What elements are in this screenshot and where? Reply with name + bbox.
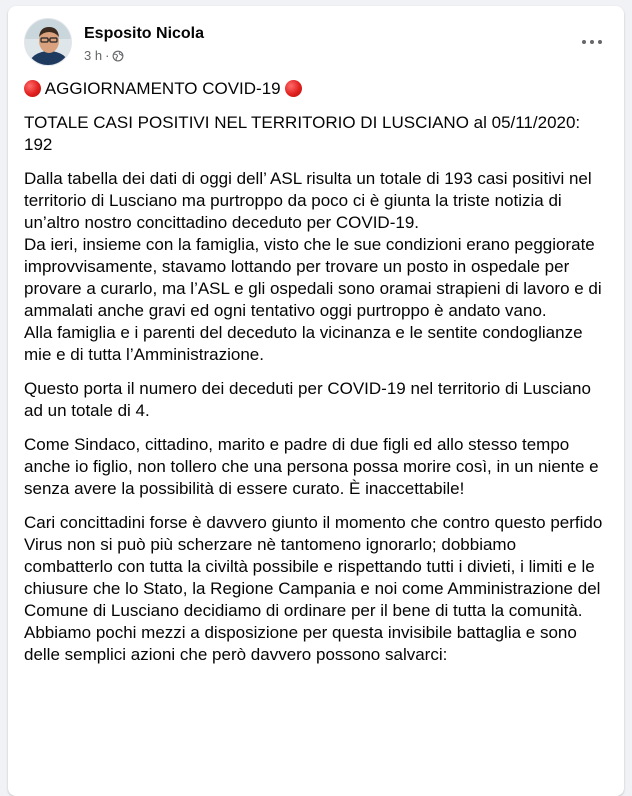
paragraph-hospital: Da ieri, insieme con la famiglia, visto che le sue condizioni erano peggiorate improvvisamente, stavamo lottando per trovare un posto in ospedale per provare a curarlo, ma l’ASL e gli ospedali sono oramai strapieni di lavoro e di ammalati anche gravi ed ogni tentativo oggi purtroppo è andato vano. bbox=[24, 235, 602, 320]
post-card bbox=[8, 6, 624, 796]
post-time[interactable]: 3 h bbox=[84, 48, 103, 63]
paragraph-asl-data: Dalla tabella dei dati di oggi dell’ ASL risulta un totale di 193 casi positivi nel territorio di Lusciano ma purtroppo da poco ci è giunta la triste notizia di un’altro nostro concittadino deceduto per COVID-19. bbox=[24, 169, 592, 232]
paragraph-deaths-total: Questo porta il numero dei deceduti per COVID-19 nel territorio di Lusciano ad un totale di 4. bbox=[24, 379, 591, 420]
post-header bbox=[24, 18, 608, 70]
avatar[interactable] bbox=[24, 18, 72, 66]
post-meta bbox=[84, 48, 124, 64]
red-circle-icon bbox=[285, 80, 302, 97]
paragraph-total-cases: TOTALE CASI POSITIVI NEL TERRITORIO DI LUSCIANO al 05/11/2020: 192 bbox=[24, 113, 581, 154]
post-heading bbox=[24, 78, 604, 100]
heading-text: AGGIORNAMENTO COVID-19 bbox=[44, 79, 281, 98]
globe-icon[interactable] bbox=[112, 50, 124, 62]
avatar-image bbox=[25, 19, 72, 66]
author-name[interactable]: Esposito Nicola bbox=[84, 25, 205, 42]
red-circle-icon bbox=[24, 80, 41, 97]
post-content bbox=[24, 78, 604, 678]
paragraph-condolences: Alla famiglia e i parenti del deceduto la vicinanza e le sentite condoglianze mie e di tutta l’Amministrazione. bbox=[24, 323, 583, 364]
meta-separator: · bbox=[105, 48, 110, 63]
more-options-icon[interactable] bbox=[580, 32, 604, 52]
paragraph-mayor-statement: Come Sindaco, cittadino, marito e padre di due figli ed allo stesso tempo anche io figlio, non tollero che una persona possa morire così, in un niente e senza avere la possibilità di essere curato. È inaccettabile! bbox=[24, 435, 599, 498]
paragraph-appeal: Cari concittadini forse è davvero giunto il momento che contro questo perfido Virus non si può più scherzare nè tantomeno ignorarlo; dobbiamo combatterlo con tutta la civiltà possibile e rispettando tutti i divieti, i limiti e le chiusure che lo Stato, la Regione Campania e noi come Amministrazione del Comune di Lusciano decidiamo di ordinare per il bene di tutta la comunità. Abbiamo pochi mezzi a disposizione per questa invisibile battaglia e sono delle semplici azioni che però davvero possono salvarci: bbox=[24, 513, 603, 664]
